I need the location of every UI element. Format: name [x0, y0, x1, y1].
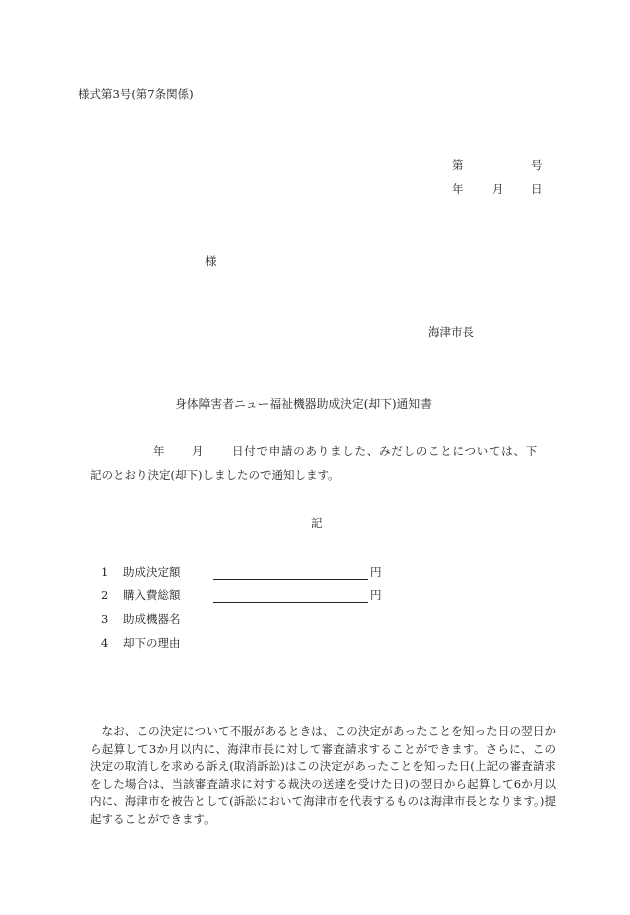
- item-label: 購入費総額: [123, 588, 181, 602]
- item-number: 3: [101, 612, 109, 626]
- item-label: 助成機器名: [123, 612, 181, 626]
- item-number: 4: [101, 636, 109, 650]
- date-day: 日: [531, 182, 543, 196]
- item-label: 助成決定額: [123, 565, 181, 579]
- item-label: 却下の理由: [123, 636, 181, 650]
- document-title: 身体障害者ニュー福祉機器助成決定(却下)通知書: [175, 397, 432, 411]
- amount-blank: [213, 589, 368, 603]
- recipient-suffix: 様: [205, 254, 217, 268]
- appeal-notice: なお、この決定について不服があるときは、この決定があったことを知った日の翌日から起算して3か月以内に、海津市長に対して審査請求することができます。さらに、この決定の取消しを求める訴え(取消訴訟)はこの決定があったことを知った日(上記の審査請求をした場合は、当該審査請求に対する裁決の送達を受けた日)の翌日から起算して6か月以内に、海津市を被告として(訴訟において海津市を代表するものは海津市長となります。)提起することができます。: [90, 724, 556, 826]
- body-month: 月: [192, 444, 204, 458]
- body-line-2: 記のとおり決定(却下)しましたので通知します。: [90, 468, 340, 482]
- ki-heading: 記: [311, 516, 323, 530]
- item-unit: 円: [370, 588, 382, 602]
- body-line-1: 日付で申請のありました、みだしのことについては、下: [232, 444, 539, 458]
- item-number: 2: [101, 588, 109, 602]
- doc-number-prefix: 第: [452, 158, 464, 172]
- item-unit: 円: [370, 565, 382, 579]
- form-label: 様式第3号(第7条関係): [78, 87, 194, 101]
- sender: 海津市長: [428, 325, 474, 339]
- doc-number-suffix: 号: [531, 158, 543, 172]
- date-month: 月: [492, 182, 504, 196]
- amount-blank: [213, 566, 368, 580]
- body-year: 年: [153, 444, 165, 458]
- item-number: 1: [101, 565, 109, 579]
- date-year: 年: [452, 182, 464, 196]
